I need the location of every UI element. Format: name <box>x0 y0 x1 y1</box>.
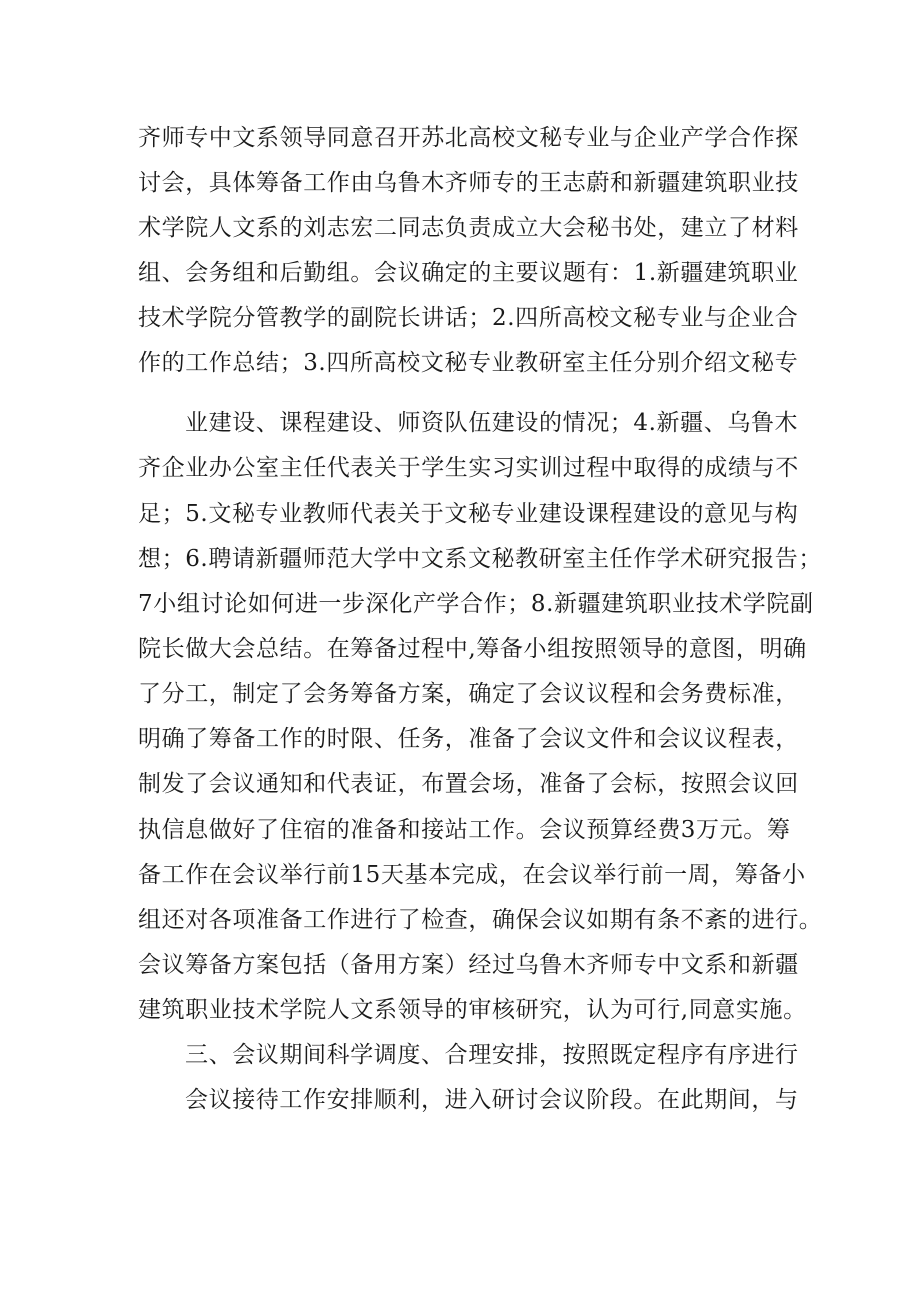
text-line: 了分工，制定了会务筹备方案，确定了会议议程和会务费标准， <box>138 681 799 707</box>
text-line: 足；5.文秘专业教师代表关于文秘专业建设课程建设的意见与构 <box>138 501 799 527</box>
text-line: 会议接待工作安排顺利，进入研讨会议阶段。在此期间，与 <box>185 1087 799 1113</box>
text-line: 建筑职业技术学院人文系领导的审核研究，认为可行,同意实施。 <box>138 997 807 1023</box>
text-line: 组、会务组和后勤组。会议确定的主要议题有：1.新疆建筑职业 <box>138 260 799 286</box>
text-line: 制发了会议通知和代表证，布置会场，准备了会标，按照会议回 <box>138 771 799 797</box>
text-line: 备工作在会议举行前15天基本完成，在会议举行前一周，筹备小 <box>138 862 806 888</box>
text-line: 术学院人文系的刘志宏二同志负责成立大会秘书处，建立了材料 <box>138 215 799 241</box>
text-line: 院长做大会总结。在筹备过程中,筹备小组按照领导的意图，明确 <box>138 636 807 662</box>
text-line: 齐师专中文系领导同意召开苏北高校文秘专业与企业产学合作探 <box>138 125 799 151</box>
section-heading: 三、会议期间科学调度、合理安排，按照既定程序有序进行 <box>185 1042 799 1068</box>
text-line: 想；6.聘请新疆师范大学中文系文秘教研室主任作学术研究报告； <box>138 546 822 572</box>
text-line: 明确了筹备工作的时限、任务，准备了会议文件和会议议程表， <box>138 726 799 752</box>
text-line: 业建设、课程建设、师资队伍建设的情况；4.新疆、乌鲁木 <box>185 410 799 436</box>
text-line: 讨会，具体筹备工作由乌鲁木齐师专的王志蔚和新疆建筑职业技 <box>138 170 799 196</box>
text-line: 7小组讨论如何进一步深化产学合作；8.新疆建筑职业技术学院副 <box>138 591 814 617</box>
text-line: 技术学院分管教学的副院长讲话；2.四所高校文秘专业与企业合 <box>138 305 799 331</box>
text-line: 组还对各项准备工作进行了检查，确保会议如期有条不紊的进行。 <box>138 907 823 933</box>
text-line: 会议筹备方案包括（备用方案）经过乌鲁木齐师专中文系和新疆 <box>138 952 799 978</box>
text-line: 齐企业办公室主任代表关于学生实习实训过程中取得的成绩与不 <box>138 455 799 481</box>
text-line: 作的工作总结；3.四所高校文秘专业教研室主任分别介绍文秘专 <box>138 350 799 376</box>
text-line: 执信息做好了住宿的准备和接站工作。会议预算经费3万元。筹 <box>138 817 791 843</box>
